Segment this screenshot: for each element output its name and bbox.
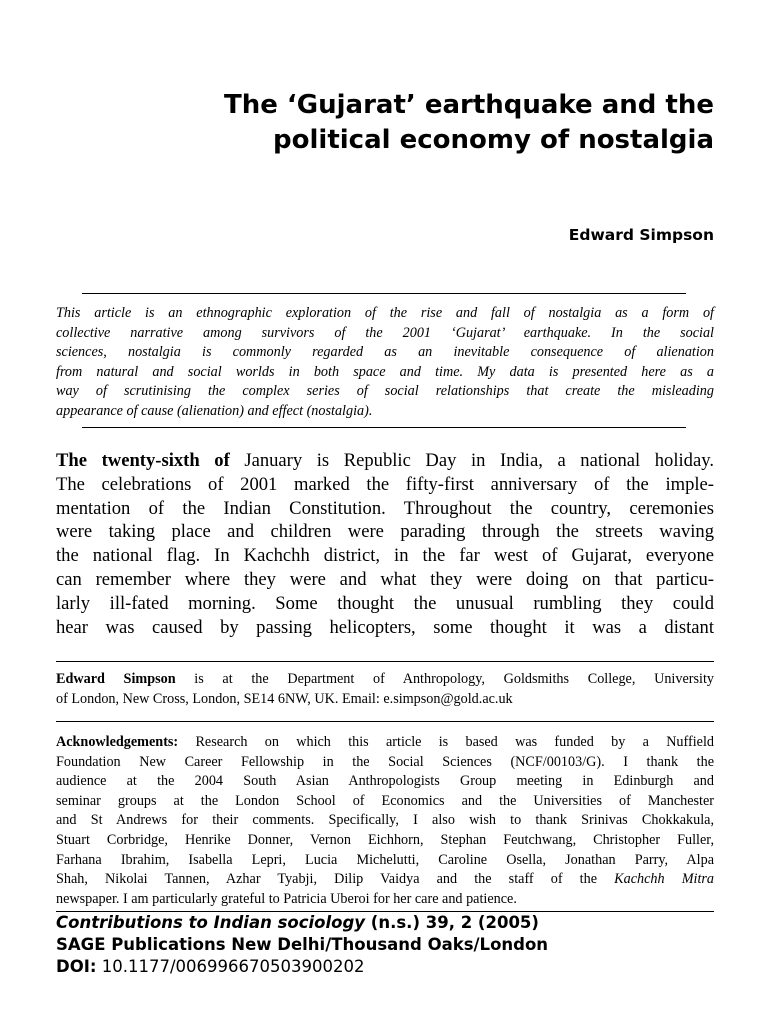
footnote-top-rule [56,661,714,662]
author-name: Edward Simpson [568,226,714,244]
body-line: were taking place and children were parading through the streets waving [56,521,714,543]
journal-citation [56,912,716,934]
ack-line: and St Andrews for their comments. Specifically, I also wish to thank Srinivas Chokkakula, [56,812,714,829]
note-line-rest: is at the Department of Anthropology, Goldsmiths College, University [175,671,714,687]
abstract [56,304,714,422]
publisher-line [56,934,716,956]
body-line: The celebrations of 2001 marked the fifty-first anniversary of the imple- [56,473,714,495]
abstract-line: from natural and social worlds in both space and time. My data is presented here as a [56,363,714,380]
abstract-line: way of scrutinising the complex series of social relationships that create the misleading [56,383,714,400]
journal-name: Contributions to Indian sociology [56,913,366,932]
ack-line-text: Shah, Nikolai Tannen, Azhar Tyabji, Dilip Vaidya and the staff of the [56,871,615,888]
ack-line [56,870,714,890]
ack-line-rest: Research on which this article is based was funded by a Nuffield [178,734,714,750]
ack-line: seminar groups at the London School of Economics and the Universities of Manchester [56,792,714,809]
journal-volume: (n.s.) 39, 2 (2005) [365,913,539,932]
note-line: of London, New Cross, London, SE14 6NW, UK. Email: e.simpson@gold.ac.uk [56,690,513,707]
abstract-line: sciences, nostalgia is commonly regarded as an inevitable consequence of alienation [56,344,714,361]
title-line: The ‘Gujarat’ earthquake and the [223,90,714,120]
body-line: can remember where they were and what they were doing on that particu- [56,568,714,590]
ack-line: audience at the 2004 South Asian Anthropologists Group meeting in Edinburgh and [56,773,714,790]
body-line-rest: January is Republic Day in India, a national holiday. [229,450,714,471]
body-line: mentation of the Indian Constitution. Throughout the country, ceremonies [56,497,714,519]
author-affiliation-note [56,670,714,709]
abstract-line: appearance of cause (alienation) and effect (nostalgia). [56,402,373,419]
ack-line: Farhana Ibrahim, Isabella Lepri, Lucia Michelutti, Caroline Osella, Jonathan Parry, Alpa [56,851,714,868]
body-line: hear was caused by passing helicopters, some thought it was a distant [56,616,714,638]
abstract-line: collective narrative among survivors of the 2001 ‘Gujarat’ earthquake. In the social [56,324,714,341]
ack-line: newspaper. I am particularly grateful to Patricia Uberoi for her care and patience. [56,890,517,907]
article-title [114,88,714,158]
doi-label: DOI: [56,957,97,976]
body-line [56,449,714,473]
abstract-line: This article is an ethnographic exploration of the rise and fall of nostalgia as a form of [56,305,714,321]
body-lead: The twenty-sixth of [56,450,230,471]
abstract-bottom-rule [82,427,686,428]
ack-line [56,733,714,753]
note-line [56,670,714,690]
body-line: the national flag. In Kachchh district, in the far west of Gujarat, everyone [56,545,714,567]
publisher: SAGE Publications New Delhi/Thousand Oaks/London [56,935,549,954]
body-line: larly ill-fated morning. Some thought the unusual rumbling they could [56,592,714,614]
ack-label: Acknowledgements: [56,734,179,750]
body-text [56,449,714,639]
ack-newspaper-name: Kachchh Mitra [614,871,715,888]
note-divider-rule [56,721,714,722]
acknowledgements-note [56,733,714,909]
title-line: political economy of nostalgia [273,125,714,155]
note-author-name: Edward Simpson [56,671,176,687]
doi-value: 10.1177/006996670503900202 [96,957,365,976]
doi-line [56,956,716,978]
ack-line: Stuart Corbridge, Henrike Donner, Vernon Eichhorn, Stephan Feutchwang, Christopher Fuller, [56,831,714,848]
ack-line: Foundation New Career Fellowship in the Social Sciences (NCF/00103/G). I thank the [56,753,714,770]
publication-footer [56,912,716,978]
abstract-top-rule [82,293,686,294]
